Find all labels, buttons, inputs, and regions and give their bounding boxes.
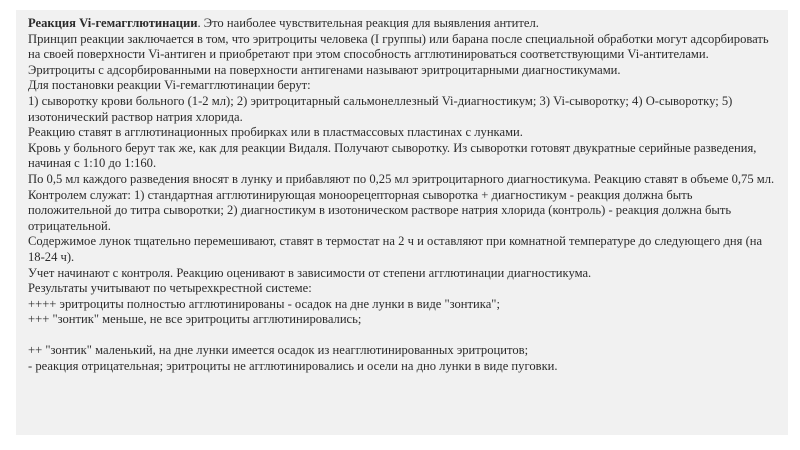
result-negative: - реакция отрицательная; эритроциты не агглютинировались и осели на дно лунки в виде пуговки. [28, 359, 558, 374]
paragraph-materials-intro: Для постановки реакции Vi-гемагглютинации берут: [28, 78, 311, 93]
document-text [28, 16, 778, 375]
paragraph-volumes: По 0,5 мл каждого разведения вносят в лунку и прибавляют по 0,25 мл эритроцитарного диагностикума. Реакцию ставят в объеме 0,75 мл. [28, 171, 775, 186]
result-four-plus: ++++ эритроциты полностью агглютинированы - осадок на дне лунки в виде "зонтика"; [28, 296, 500, 311]
result-three-plus: +++ "зонтик" меньше, не все эритроциты агглютинировались; [28, 312, 362, 327]
paragraph-evaluation: Учет начинают с контроля. Реакцию оценивают в зависимости от степени агглютинации диагностикума. [28, 265, 592, 280]
paragraph-setup: Реакцию ставят в агглютинационных пробирках или в пластмассовых пластинах с лунками. [28, 125, 523, 140]
paragraph-incubation: Содержимое лунок тщательно перемешивают, ставят в термостат на 2 ч и оставляют при комнатной температуре до следующего дня (на 18-24 ч). [28, 234, 763, 264]
paragraph-erythrocyte-diagnosticum: Эритроциты с адсорбированными на поверхности антигенами называют эритроцитарными диагностикумами. [28, 62, 621, 77]
reaction-title-description: . Это наиболее чувствительная реакция для выявления антител. [197, 16, 539, 30]
paragraph-materials-list: 1) сыворотку крови больного (1-2 мл); 2) эритроцитарный сальмонеллезный Vi-диагностикум; 3) Vi-сыворотку; 4) О-сыворотку; 5) изотонический раствор натрия хлорида. [28, 93, 733, 124]
heading-line [28, 16, 778, 32]
paragraph-scoring-system: Результаты учитывают по четырехкрестной системе: [28, 281, 312, 296]
document-panel [16, 10, 788, 435]
paragraph-controls: Контролем служат: 1) стандартная агглютинирующая моноорецепторная сыворотка + диагностикум - реакция должна быть положительной до титра сыворотки; 2) диагностикум в изотоническом растворе натрия хлорида (контроль) - реакция должна быть отрицательной. [28, 187, 732, 233]
result-two-plus: ++ "зонтик" маленький, на дне лунки имеется осадок из неагглютинированных эритроцитов; [28, 343, 529, 358]
reaction-title: Реакция Vi-гемагглютинации [28, 16, 198, 30]
paragraph-principle: Принцип реакции заключается в том, что эритроциты человека (I группы) или барана после специальной обработки могут адсорбировать на своей поверхности Vi-антиген и приобретают при этом способность агглютинироваться соответствующими Vi-антителами. [28, 31, 769, 62]
paragraph-dilutions: Кровь у больного берут так же, как для реакции Видаля. Получают сыворотку. Из сыворотки готовят двукратные серийные разведения, начиная с 1:10 до 1:160. [28, 140, 757, 171]
blank-line [28, 328, 778, 344]
